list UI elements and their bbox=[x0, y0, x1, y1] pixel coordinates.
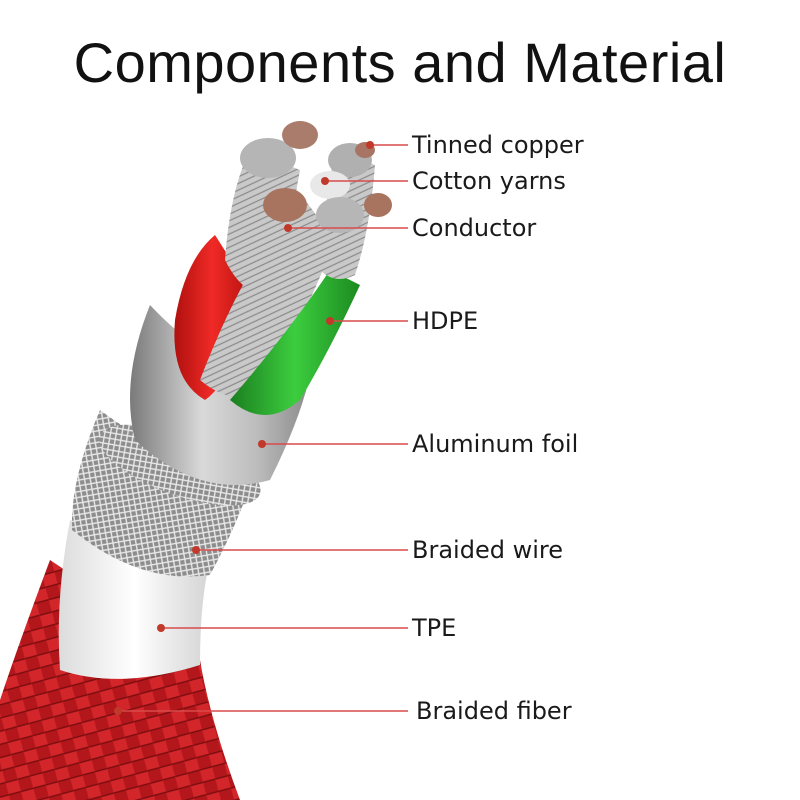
leader-dot-conductor bbox=[284, 224, 292, 232]
leader-dot-hdpe bbox=[326, 317, 334, 325]
callout-cotton-yarns: Cotton yarns bbox=[412, 167, 566, 195]
callout-conductor: Conductor bbox=[412, 214, 537, 242]
leader-dot-tinned-copper bbox=[366, 141, 374, 149]
callout-tinned-copper: Tinned copper bbox=[412, 131, 584, 159]
page-title: Components and Material bbox=[73, 31, 727, 94]
leader-dot-tpe bbox=[157, 624, 165, 632]
leader-dot-braided-wire bbox=[192, 546, 200, 554]
callout-braided-fiber: Braided fiber bbox=[416, 697, 572, 725]
leader-dot-aluminum-foil bbox=[258, 440, 266, 448]
callout-aluminum-foil: Aluminum foil bbox=[412, 430, 579, 458]
callout-tpe: TPE bbox=[412, 614, 457, 642]
leader-dot-cotton-yarns bbox=[321, 177, 329, 185]
callout-braided-wire: Braided wire bbox=[412, 536, 563, 564]
leader-dot-braided-fiber bbox=[114, 707, 122, 715]
callout-hdpe: HDPE bbox=[412, 307, 479, 335]
